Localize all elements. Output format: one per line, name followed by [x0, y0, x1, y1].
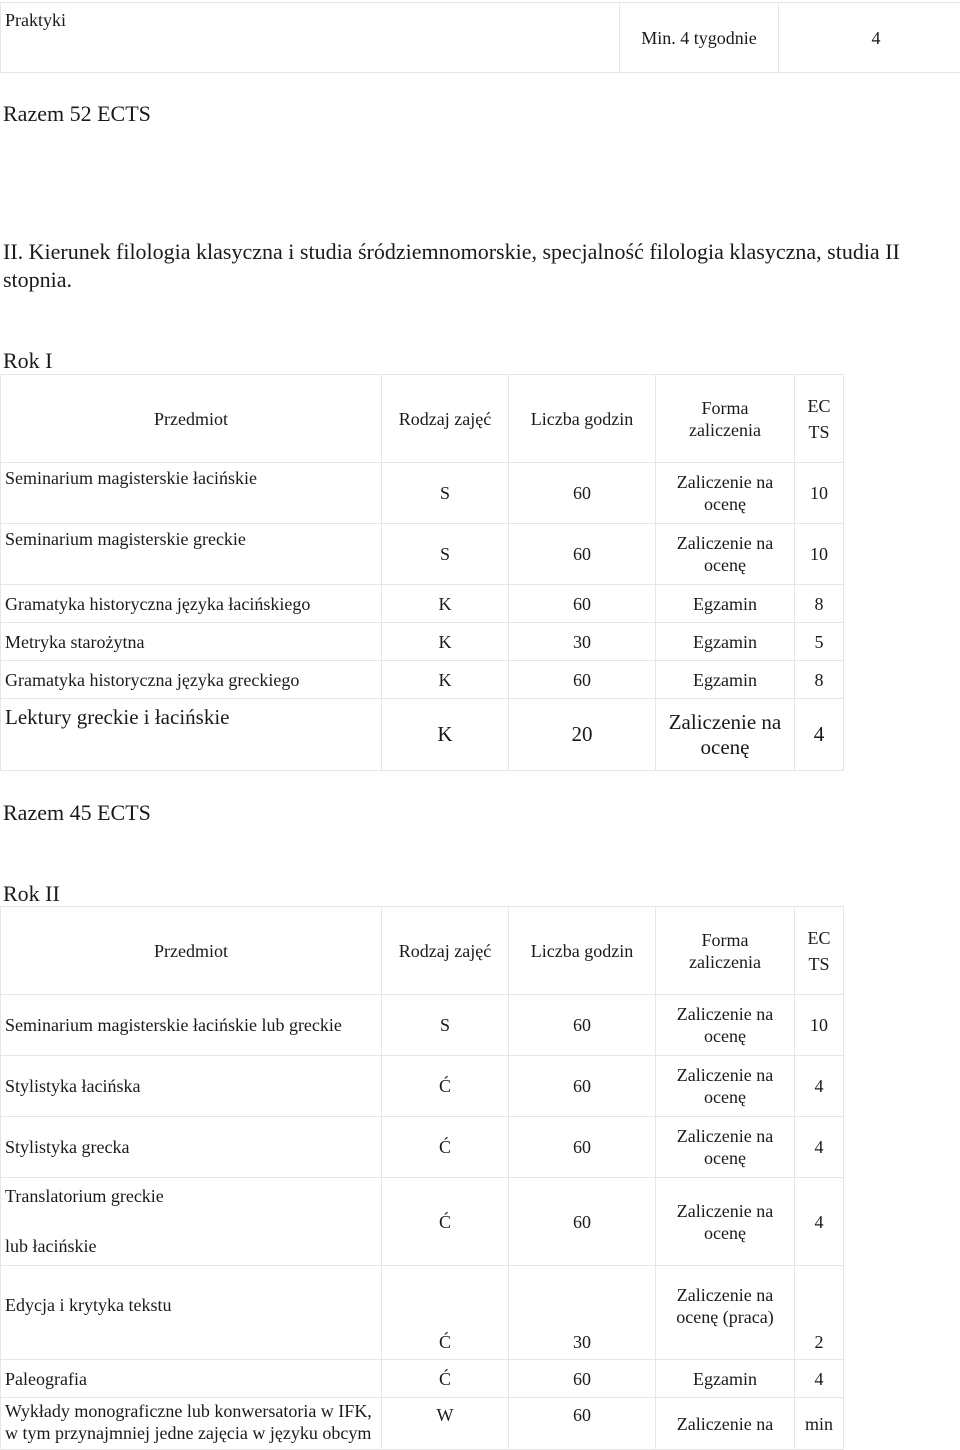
header-subject: Przedmiot: [1, 375, 382, 463]
year2-title: Rok II: [3, 881, 60, 907]
type-cell: S: [382, 463, 509, 524]
table-row: [1, 524, 844, 585]
hours-cell: 30: [509, 623, 656, 661]
form-cell: Egzamin: [656, 661, 795, 699]
header-form: [656, 375, 795, 463]
hours-cell: 30: [509, 1266, 656, 1360]
form-cell: Egzamin: [656, 623, 795, 661]
form-cell: Zaliczenie na: [656, 1398, 795, 1450]
hours-cell: 60: [509, 1398, 656, 1450]
ects-cell: 10: [795, 463, 844, 524]
subject-cell: Stylistyka grecka: [1, 1117, 382, 1178]
table-row: [1, 3, 960, 73]
year1-total: Razem 45 ECTS: [3, 800, 151, 826]
subject-cell: Stylistyka łacińska: [1, 1056, 382, 1117]
subject-cell: Lektury greckie i łacińskie: [1, 699, 382, 771]
header-form-line2: zaliczenia: [660, 419, 790, 441]
subject-cell: Gramatyka historyczna języka greckiego: [1, 661, 382, 699]
type-cell: Ć: [382, 1056, 509, 1117]
table-row: [1, 585, 844, 623]
header-ects-line1: EC: [799, 393, 839, 419]
ects-cell: 4: [795, 1360, 844, 1398]
type-cell: K: [382, 661, 509, 699]
header-ects-line1: EC: [799, 925, 839, 951]
table-row: [1, 463, 844, 524]
duration-cell: Min. 4 tygodnie: [620, 3, 779, 73]
type-cell: Ć: [382, 1117, 509, 1178]
subject-cell: Wykłady monograficzne lub konwersatoria w IFK, w tym przynajmniej jedne zajęcia w języku obcym: [1, 1398, 382, 1450]
ects-cell: 4: [795, 1117, 844, 1178]
header-hours: Liczba godzin: [509, 907, 656, 995]
subject-line1: Translatorium greckie: [5, 1184, 377, 1209]
header-row: [1, 375, 844, 463]
form-cell: Zaliczenie na ocenę (praca): [656, 1266, 795, 1360]
subject-line2: lub łacińskie: [5, 1234, 377, 1259]
header-ects-line2: TS: [799, 951, 839, 977]
form-cell: Zaliczenie na ocenę: [656, 995, 795, 1056]
ects-cell: min: [795, 1398, 844, 1450]
table-row: [1, 995, 844, 1056]
ects-cell: 4: [779, 3, 960, 73]
header-ects-line2: TS: [799, 419, 839, 445]
type-cell: W: [382, 1398, 509, 1450]
hours-cell: 60: [509, 524, 656, 585]
header-ects: [795, 375, 844, 463]
header-type: Rodzaj zajęć: [382, 907, 509, 995]
ects-cell: 8: [795, 661, 844, 699]
table-row: [1, 1178, 844, 1266]
year2-table: [0, 906, 844, 1450]
hours-cell: 60: [509, 1117, 656, 1178]
hours-cell: 20: [509, 699, 656, 771]
header-subject: Przedmiot: [1, 907, 382, 995]
hours-cell: 60: [509, 1360, 656, 1398]
header-row: [1, 907, 844, 995]
subject-cell: [1, 1178, 382, 1266]
form-cell: Zaliczenie na ocenę: [656, 1117, 795, 1178]
table-row: [1, 661, 844, 699]
table-row: [1, 1117, 844, 1178]
form-cell: Zaliczenie na ocenę: [656, 524, 795, 585]
hours-cell: 60: [509, 585, 656, 623]
table-row: [1, 623, 844, 661]
section-heading: II. Kierunek filologia klasyczna i studia śródziemnomorskie, specjalność filologia klasyczna, studia II stopnia.: [3, 238, 958, 294]
hours-cell: 60: [509, 1056, 656, 1117]
subject-cell: Edycja i krytyka tekstu: [1, 1266, 382, 1360]
table-row: [1, 1360, 844, 1398]
subject-cell: Praktyki: [1, 3, 620, 73]
ects-cell: 5: [795, 623, 844, 661]
subject-cell: Paleografia: [1, 1360, 382, 1398]
ects-cell: 4: [795, 1178, 844, 1266]
ects-cell: 10: [795, 995, 844, 1056]
hours-cell: 60: [509, 995, 656, 1056]
type-cell: K: [382, 699, 509, 771]
header-form: [656, 907, 795, 995]
form-cell: Zaliczenie na ocenę: [656, 1178, 795, 1266]
type-cell: S: [382, 524, 509, 585]
type-cell: Ć: [382, 1266, 509, 1360]
ects-cell: 4: [795, 699, 844, 771]
form-cell: Zaliczenie na ocenę: [656, 1056, 795, 1117]
previous-table: [0, 2, 960, 73]
type-cell: K: [382, 623, 509, 661]
type-cell: S: [382, 995, 509, 1056]
subject-cell: Metryka starożytna: [1, 623, 382, 661]
header-form-line2: zaliczenia: [660, 951, 790, 973]
form-cell: Zaliczenie na ocenę: [656, 463, 795, 524]
ects-cell: 8: [795, 585, 844, 623]
hours-cell: 60: [509, 661, 656, 699]
form-cell: Zaliczenie na ocenę: [656, 699, 795, 771]
subject-cell: Gramatyka historyczna języka łacińskiego: [1, 585, 382, 623]
subject-cell: Seminarium magisterskie greckie: [1, 524, 382, 585]
table-row: [1, 1398, 844, 1450]
header-form-line1: Forma: [660, 397, 790, 419]
table-row: [1, 1266, 844, 1360]
year1-table: [0, 374, 844, 771]
header-form-line1: Forma: [660, 929, 790, 951]
subject-cell: Seminarium magisterskie łacińskie: [1, 463, 382, 524]
table-row: [1, 699, 844, 771]
header-hours: Liczba godzin: [509, 375, 656, 463]
form-cell: Egzamin: [656, 585, 795, 623]
hours-cell: 60: [509, 1178, 656, 1266]
form-cell: Egzamin: [656, 1360, 795, 1398]
header-type: Rodzaj zajęć: [382, 375, 509, 463]
type-cell: Ć: [382, 1360, 509, 1398]
year1-title: Rok I: [3, 348, 53, 374]
ects-cell: 10: [795, 524, 844, 585]
ects-cell: 4: [795, 1056, 844, 1117]
hours-cell: 60: [509, 463, 656, 524]
type-cell: Ć: [382, 1178, 509, 1266]
header-ects: [795, 907, 844, 995]
subject-cell: Seminarium magisterskie łacińskie lub greckie: [1, 995, 382, 1056]
table-row: [1, 1056, 844, 1117]
previous-total: Razem 52 ECTS: [3, 101, 151, 127]
type-cell: K: [382, 585, 509, 623]
ects-cell: 2: [795, 1266, 844, 1360]
